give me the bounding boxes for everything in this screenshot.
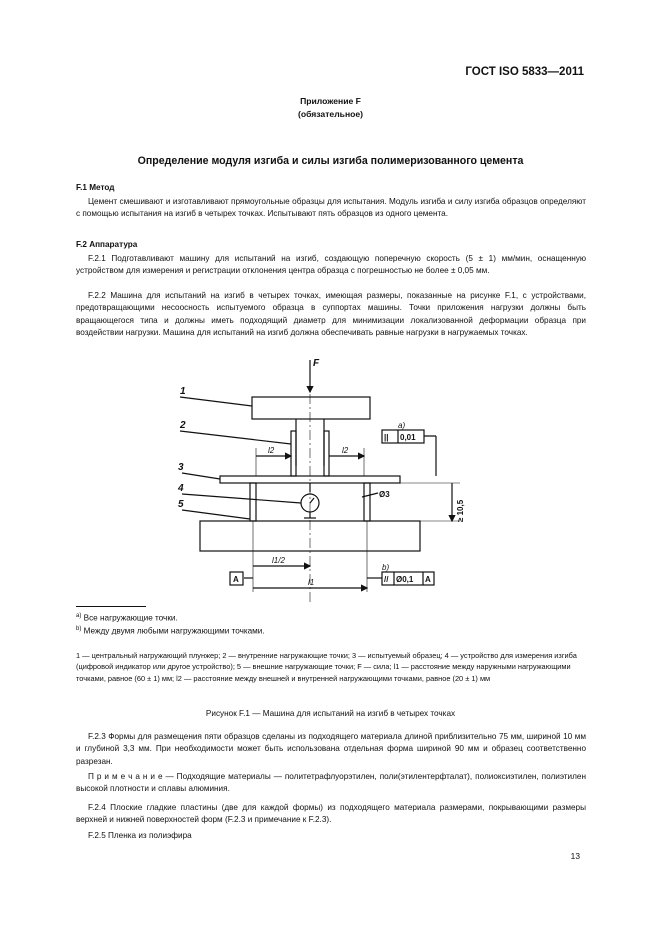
height-label: ≥ 10,5 — [456, 499, 465, 522]
inner-loading-point-right — [324, 431, 329, 476]
footnote-b-text: Между двумя любыми нагружающими точками. — [83, 626, 265, 636]
outer-loading-point-right — [364, 483, 370, 521]
parallelism-icon: || — [384, 433, 389, 442]
paragraph-f21: F.2.1 Подготавливают машину для испытаний на изгиб, создающую поперечную скорость (5 ± 1) мм/мин, оснащенную устройством для измерения и регистрации отклонения центра образца с погрешностью не более ± 0,05 мм. — [76, 254, 586, 276]
footnote-a-text: Все нагружающие точки. — [83, 613, 178, 623]
heading-f1: F.1 Метод — [76, 183, 115, 192]
force-label: F — [313, 358, 320, 369]
paragraph-f24: F.2.4 Плоские гладкие пластины (две для каждой формы) из подходящего материала размерами, покрывающими размеры верхней и нижней поверхностей форм (F.2.3 и примечание к F.2.3). — [76, 803, 586, 825]
figure-caption: Рисунок F.1 — Машина для испытаний на изгиб в четырех точках — [205, 709, 456, 718]
dim-l1-half: l1/2 — [272, 556, 285, 565]
tolerance-b-value: Ø0,1 — [396, 575, 414, 584]
parallelism-icon: // — [384, 575, 389, 584]
annex-title: Приложение F — [300, 96, 361, 106]
loading-plunger — [252, 397, 370, 419]
note: П р и м е ч а н и е — Подходящие материалы — политетрафлуорэтилен, поли(этилентерфталат), полиоксиэтилен, полиэтилен высокой плотности и сплавы алюминия. — [76, 772, 586, 794]
footnote-separator — [76, 606, 146, 607]
datum-a-label: A — [233, 575, 239, 584]
tolerance-b-datum: A — [425, 575, 431, 584]
section-title: Определение модуля изгиба и силы изгиба полимеризованного цемента — [137, 155, 524, 167]
figure-legend: 1 — центральный нагружающий плунжер; 2 — внутренние нагружающие точки; 3 — испытуемый образец; 4 — устройство для измерения изгиба (цифровой индикатор или другое устройство); 5 — внешние нагружающие точки; F — сила; l1 — расстояние между наружными нагружающими точками, равное (60 ± 1) мм; l2 — расстояние между внешней и внутренней нагружающими точками, равное (20 ± 1) мм — [76, 651, 577, 683]
callout-5: 5 — [178, 499, 184, 510]
page-number: 13 — [570, 851, 580, 861]
paragraph-f22: F.2.2 Машина для испытаний на изгиб в четырех точках, имеющая размеры, показанные на рисунке F.1, с устройствами, предотвращающими несоосность испытуемого образца в суппортах машины. Точки приложения нагрузки должны быть вращающегося типа и должны иметь подходящий диаметр для минимизации локализованной деформации образца при воздействии нагрузки. Машина для испытаний на изгиб должна обеспечивать равные нагрузки в нагружаемых точках. — [76, 291, 586, 338]
heading-f2: F.2 Аппаратура — [76, 240, 138, 249]
dim-l2-left: l2 — [268, 446, 275, 455]
paragraph-f1: Цемент смешивают и изготавливают прямоугольные образцы для испытания. Модуль изгиба и силу изгиба образцов определяют с помощью испытания на изгиб в четырех точках. Испытывают пять образцов из одного цемента. — [76, 197, 586, 219]
callout-2: 2 — [180, 420, 186, 431]
tolerance-a-value: 0,01 — [400, 433, 416, 442]
dim-l2-right: l2 — [342, 446, 349, 455]
inner-loading-point-left — [291, 431, 296, 476]
callout-4: 4 — [178, 483, 184, 494]
tolerance-a-marker: a) — [398, 421, 406, 430]
footnote-a: $^{a)}$ Все нагружающие точки. — [76, 613, 178, 623]
tolerance-b-marker: b) — [382, 563, 390, 572]
footnote-b: $^{b)}$ Между двумя любыми нагружающими точками. — [76, 626, 265, 636]
dim-l1: l1 — [308, 578, 315, 587]
paragraph-f23: F.2.3 Формы для размещения пяти образцов сделаны из подходящего материала длиной приблизительно 75 мм, шириной 10 мм и глубиной 3,3 мм. При необходимости может быть использована отдельная форма шириной 90 мм и образец соответственно разрезан. — [76, 732, 586, 766]
outer-loading-point-left — [250, 483, 256, 521]
callout-3: 3 — [178, 462, 184, 473]
callout-1: 1 — [180, 386, 186, 397]
paragraph-f25: F.2.5 Пленка из полиэфира — [88, 831, 192, 840]
diameter-label: Ø3 — [379, 490, 390, 499]
annex-status: (обязательное) — [297, 109, 364, 119]
bending-machine-figure — [160, 352, 490, 604]
document-code: ГОСТ ISO 5833—2011 — [465, 66, 584, 78]
